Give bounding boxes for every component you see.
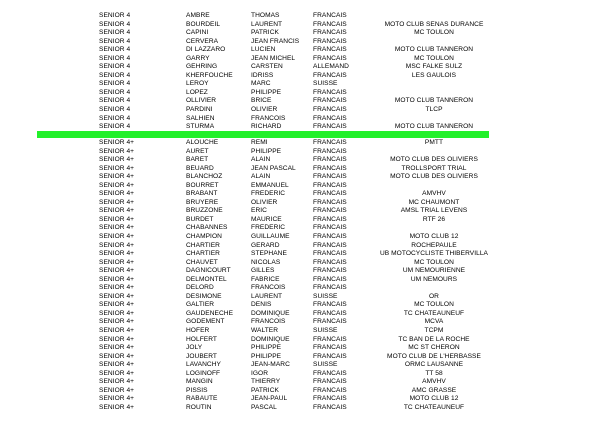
club-cell: AMVHV (422, 190, 446, 198)
first-name-cell: JEAN-MARC (251, 361, 290, 369)
table-row (0, 233, 600, 242)
table-row (0, 89, 600, 98)
last-name-cell: DELORD (186, 284, 214, 292)
nationality-cell: FRANCAIS (313, 301, 347, 309)
first-name-cell: STEPHANE (251, 250, 287, 258)
nationality-cell: FRANCAIS (313, 147, 347, 155)
table-row (0, 29, 600, 38)
table-row (0, 242, 600, 251)
last-name-cell: GARRY (186, 54, 210, 62)
green-separator-bar (37, 131, 489, 138)
last-name-cell: BRUYERE (186, 198, 219, 206)
last-name-cell: PISSIS (186, 386, 208, 394)
nationality-cell: FRANCAIS (313, 352, 347, 360)
last-name-cell: BOURDEIL (186, 20, 221, 28)
first-name-cell: BRICE (251, 97, 272, 105)
nationality-cell: SUISSE (313, 80, 338, 88)
club-cell: TC CHATEAUNEUF (403, 309, 465, 317)
table-row (0, 344, 600, 353)
nationality-cell: FRANCAIS (313, 395, 347, 403)
last-name-cell: CHARTIER (186, 250, 220, 258)
category-cell: SENIOR 4+ (99, 156, 135, 164)
nationality-cell: FRANCAIS (313, 12, 347, 19)
category-cell: SENIOR 4+ (99, 173, 135, 181)
nationality-cell: FRANCAIS (313, 224, 347, 232)
last-name-cell: GAUDENECHE (186, 309, 234, 317)
last-name-cell: BURDET (186, 215, 214, 223)
table-row (0, 293, 600, 302)
first-name-cell: JEAN FRANCIS (251, 37, 300, 45)
first-name-cell: IDRISS (251, 71, 274, 79)
club-cell: OR (429, 292, 439, 300)
last-name-cell: LOPEZ (186, 88, 208, 96)
club-cell: MC TOULON (414, 54, 454, 62)
first-name-cell: OLIVIER (251, 198, 278, 206)
first-name-cell: ALAIN (251, 156, 271, 164)
table-row (0, 250, 600, 259)
table-row (0, 267, 600, 276)
nationality-cell: FRANCAIS (313, 318, 347, 326)
club-cell: AMVHV (422, 378, 446, 386)
nationality-cell: FRANCAIS (313, 267, 347, 275)
nationality-cell: FRANCAIS (313, 284, 347, 292)
nationality-cell: FRANCAIS (313, 20, 347, 28)
category-cell: SENIOR 4 (99, 114, 131, 122)
first-name-cell: JEAN-PAUL (251, 395, 288, 403)
category-cell: SENIOR 4+ (99, 352, 135, 360)
nationality-cell: FRANCAIS (313, 181, 347, 189)
category-cell: SENIOR 4 (99, 123, 131, 131)
table-row (0, 97, 600, 106)
last-name-cell: ROUTIN (186, 403, 212, 411)
table-row (0, 301, 600, 310)
club-cell: MSC FALKE SULZ (405, 63, 463, 71)
category-cell: SENIOR 4+ (99, 361, 135, 369)
last-name-cell: LAVANCHY (186, 361, 221, 369)
club-cell: MCVA (424, 318, 444, 326)
table-row (0, 216, 600, 225)
nationality-cell: FRANCAIS (313, 164, 347, 172)
table-row (0, 72, 600, 81)
category-cell: SENIOR 4 (99, 71, 131, 79)
first-name-cell: FABRICE (251, 275, 280, 283)
nationality-cell: FRANCAIS (313, 207, 347, 215)
last-name-cell: GEHRING (186, 63, 218, 71)
nationality-cell: SUISSE (313, 327, 338, 335)
first-name-cell: MARC (251, 80, 271, 88)
last-name-cell: ALOUCHE (186, 139, 219, 146)
category-cell: SENIOR 4 (99, 63, 131, 71)
club-cell: MOTO CLUB 12 (409, 395, 459, 403)
category-cell: SENIOR 4+ (99, 207, 135, 215)
first-name-cell: PASCAL (251, 403, 277, 411)
club-cell: TC BAN DE LA ROCHE (398, 335, 470, 343)
table-row (0, 284, 600, 293)
first-name-cell: GUILLAUME (251, 233, 290, 241)
club-cell: PMTT (424, 139, 444, 146)
nationality-cell: FRANCAIS (313, 37, 347, 45)
nationality-cell: FRANCAIS (313, 139, 347, 146)
table-row (0, 12, 600, 21)
category-cell: SENIOR 4+ (99, 241, 135, 249)
club-cell: MOTO CLUB DE L'HERBASSE (387, 352, 481, 360)
last-name-cell: AURET (186, 147, 209, 155)
table-row (0, 21, 600, 30)
category-cell: SENIOR 4 (99, 12, 131, 19)
table-row (0, 38, 600, 47)
nationality-cell: FRANCAIS (313, 88, 347, 96)
last-name-cell: CHAMPION (186, 233, 222, 241)
last-name-cell: GALTIER (186, 301, 215, 309)
first-name-cell: MAURICE (251, 215, 282, 223)
last-name-cell: BLANCHOZ (186, 173, 223, 181)
category-cell: SENIOR 4+ (99, 369, 135, 377)
nationality-cell: FRANCAIS (313, 344, 347, 352)
nationality-cell: FRANCAIS (313, 156, 347, 164)
nationality-cell: FRANCAIS (313, 275, 347, 283)
table-row (0, 106, 600, 115)
category-cell: SENIOR 4+ (99, 318, 135, 326)
nationality-cell: FRANCAIS (313, 403, 347, 411)
first-name-cell: FRANCOIS (251, 114, 286, 122)
first-name-cell: LUCIEN (251, 46, 276, 54)
last-name-cell: RABAUTE (186, 395, 218, 403)
first-name-cell: PATRICK (251, 386, 279, 394)
table-row (0, 395, 600, 404)
category-cell: SENIOR 4+ (99, 403, 135, 411)
last-name-cell: BARET (186, 156, 209, 164)
club-cell: MOTO CLUB 12 (409, 233, 459, 241)
club-cell: TC CHATEAUNEUF (403, 403, 465, 411)
first-name-cell: REMI (251, 139, 268, 146)
last-name-cell: CERVERA (186, 37, 219, 45)
category-cell: SENIOR 4+ (99, 250, 135, 258)
club-cell: MOTO CLUB TANNERON (394, 97, 474, 105)
last-name-cell: HOLFERT (186, 335, 218, 343)
table-row (0, 165, 600, 174)
nationality-cell: FRANCAIS (313, 46, 347, 54)
first-name-cell: FRANCOIS (251, 318, 286, 326)
first-name-cell: FRANCOIS (251, 284, 286, 292)
category-cell: SENIOR 4 (99, 106, 131, 114)
club-cell: RTF 26 (422, 215, 446, 223)
last-name-cell: AMBRE (186, 12, 210, 19)
club-cell: UB MOTOCYCLISTE THIBERVILLA (380, 250, 488, 258)
category-cell: SENIOR 4+ (99, 258, 135, 266)
category-cell: SENIOR 4+ (99, 215, 135, 223)
nationality-cell: FRANCAIS (313, 335, 347, 343)
club-cell: MC TOULON (414, 29, 454, 37)
category-cell: SENIOR 4+ (99, 190, 135, 198)
category-cell: SENIOR 4+ (99, 139, 135, 146)
table-row (0, 46, 600, 55)
club-cell: AMC GRASSE (411, 386, 457, 394)
category-cell: SENIOR 4+ (99, 335, 135, 343)
nationality-cell: FRANCAIS (313, 215, 347, 223)
club-cell: AMSL TRIAL LEVENS (400, 207, 468, 215)
table-row (0, 336, 600, 345)
first-name-cell: RICHARD (251, 123, 282, 131)
first-name-cell: JEAN MICHEL (251, 54, 296, 62)
first-name-cell: LAURENT (251, 292, 283, 300)
nationality-cell: FRANCAIS (313, 54, 347, 62)
nationality-cell: FRANCAIS (313, 190, 347, 198)
club-cell: TROLLSPORT TRIAL (401, 164, 467, 172)
nationality-cell: FRANCAIS (313, 71, 347, 79)
first-name-cell: ALAIN (251, 173, 271, 181)
nationality-cell: FRANCAIS (313, 106, 347, 114)
nationality-cell: FRANCAIS (313, 309, 347, 317)
nationality-cell: SUISSE (313, 292, 338, 300)
category-cell: SENIOR 4 (99, 20, 131, 28)
category-cell: SENIOR 4+ (99, 344, 135, 352)
first-name-cell: ERIC (251, 207, 267, 215)
category-cell: SENIOR 4+ (99, 309, 135, 317)
senior-4-plus-table (0, 139, 600, 413)
nationality-cell: FRANCAIS (313, 258, 347, 266)
nationality-cell: FRANCAIS (313, 97, 347, 105)
club-cell: TT 58 (425, 369, 443, 377)
table-row (0, 353, 600, 362)
table-row (0, 55, 600, 64)
club-cell: MOTO CLUB TANNERON (394, 46, 474, 54)
table-row (0, 80, 600, 89)
category-cell: SENIOR 4 (99, 97, 131, 105)
table-row (0, 190, 600, 199)
last-name-cell: CHARTIER (186, 241, 220, 249)
first-name-cell: PHILIPPE (251, 147, 282, 155)
last-name-cell: PARDINI (186, 106, 213, 114)
first-name-cell: GILLES (251, 267, 275, 275)
last-name-cell: CHAUVET (186, 258, 218, 266)
first-name-cell: PATRICK (251, 29, 279, 37)
last-name-cell: LOGINOFF (186, 369, 221, 377)
last-name-cell: STURMA (186, 123, 215, 131)
club-cell: UM NEMOURS (410, 275, 458, 283)
club-cell: ORMC LAUSANNE (404, 361, 464, 369)
last-name-cell: JOUBERT (186, 352, 218, 360)
club-cell: MC ST CHERON (408, 344, 460, 352)
club-cell: MOTO CLUB DES OLIVIERS (390, 173, 478, 181)
category-cell: SENIOR 4+ (99, 284, 135, 292)
category-cell: SENIOR 4+ (99, 395, 135, 403)
table-row (0, 370, 600, 379)
last-name-cell: DESIMONE (186, 292, 222, 300)
club-cell: MOTO CLUB SENAS DURANCE (384, 20, 484, 28)
club-cell: MC TOULON (414, 301, 454, 309)
first-name-cell: FREDERIC (251, 224, 286, 232)
last-name-cell: BOURRET (186, 181, 219, 189)
table-row (0, 207, 600, 216)
first-name-cell: NICOLAS (251, 258, 281, 266)
first-name-cell: JEAN PASCAL (251, 164, 296, 172)
table-row (0, 173, 600, 182)
senior-4-table (0, 12, 600, 132)
last-name-cell: JOLY (186, 344, 203, 352)
first-name-cell: OLIVIER (251, 106, 278, 114)
nationality-cell: SUISSE (313, 361, 338, 369)
table-row (0, 115, 600, 124)
table-row (0, 148, 600, 157)
first-name-cell: THIERRY (251, 378, 281, 386)
table-row (0, 387, 600, 396)
table-row (0, 156, 600, 165)
category-cell: SENIOR 4 (99, 46, 131, 54)
nationality-cell: FRANCAIS (313, 29, 347, 37)
last-name-cell: DAGNICOURT (186, 267, 231, 275)
category-cell: SENIOR 4 (99, 29, 131, 37)
first-name-cell: EMMANUEL (251, 181, 289, 189)
category-cell: SENIOR 4+ (99, 327, 135, 335)
nationality-cell: FRANCAIS (313, 114, 347, 122)
club-cell: ROCHEPAULE (411, 241, 457, 249)
last-name-cell: OLLIVIER (186, 97, 217, 105)
nationality-cell: FRANCAIS (313, 369, 347, 377)
first-name-cell: THOMAS (251, 12, 280, 19)
category-cell: SENIOR 4+ (99, 198, 135, 206)
last-name-cell: DELMONTEL (186, 275, 227, 283)
club-cell: TLCP (425, 106, 443, 114)
last-name-cell: LEROY (186, 80, 209, 88)
first-name-cell: CARSTEN (251, 63, 283, 71)
category-cell: SENIOR 4 (99, 80, 131, 88)
last-name-cell: HOFER (186, 327, 210, 335)
table-row (0, 224, 600, 233)
table-row (0, 310, 600, 319)
nationality-cell: FRANCAIS (313, 233, 347, 241)
club-cell: UM NEMOURIENNE (402, 267, 466, 275)
last-name-cell: BEUARD (186, 164, 214, 172)
category-cell: SENIOR 4+ (99, 224, 135, 232)
category-cell: SENIOR 4+ (99, 301, 135, 309)
nationality-cell: FRANCAIS (313, 241, 347, 249)
table-row (0, 318, 600, 327)
table-row (0, 63, 600, 72)
category-cell: SENIOR 4+ (99, 292, 135, 300)
nationality-cell: FRANCAIS (313, 378, 347, 386)
club-cell: MOTO CLUB TANNERON (394, 123, 474, 131)
first-name-cell: LAURENT (251, 20, 283, 28)
club-cell: MC TOULON (414, 258, 454, 266)
last-name-cell: CAPINI (186, 29, 209, 37)
category-cell: SENIOR 4+ (99, 378, 135, 386)
last-name-cell: SALHIEN (186, 114, 215, 122)
category-cell: SENIOR 4+ (99, 275, 135, 283)
last-name-cell: BRUZZONE (186, 207, 223, 215)
first-name-cell: PHILIPPE (251, 88, 282, 96)
category-cell: SENIOR 4+ (99, 386, 135, 394)
club-cell: MOTO CLUB DES OLIVIERS (390, 156, 478, 164)
first-name-cell: DOMINIQUE (251, 335, 290, 343)
table-row (0, 139, 600, 148)
table-row (0, 361, 600, 370)
nationality-cell: FRANCAIS (313, 250, 347, 258)
table-row (0, 378, 600, 387)
first-name-cell: FREDERIC (251, 190, 286, 198)
nationality-cell: FRANCAIS (313, 386, 347, 394)
table-row (0, 276, 600, 285)
table-row (0, 182, 600, 191)
first-name-cell: WALTER (251, 327, 279, 335)
table-row (0, 327, 600, 336)
last-name-cell: BRABANT (186, 190, 218, 198)
first-name-cell: DENIS (251, 301, 272, 309)
category-cell: SENIOR 4 (99, 88, 131, 96)
category-cell: SENIOR 4+ (99, 267, 135, 275)
category-cell: SENIOR 4 (99, 37, 131, 45)
category-cell: SENIOR 4 (99, 54, 131, 62)
last-name-cell: GODEMENT (186, 318, 225, 326)
club-cell: MC CHAUMONT (408, 198, 460, 206)
category-cell: SENIOR 4+ (99, 164, 135, 172)
nationality-cell: FRANCAIS (313, 173, 347, 181)
first-name-cell: GERARD (251, 241, 280, 249)
nationality-cell: FRANCAIS (313, 123, 347, 131)
nationality-cell: ALLEMAND (313, 63, 349, 71)
club-cell: TCPM (424, 327, 444, 335)
last-name-cell: MANGIN (186, 378, 213, 386)
nationality-cell: FRANCAIS (313, 198, 347, 206)
first-name-cell: PHILIPPE (251, 344, 282, 352)
category-cell: SENIOR 4+ (99, 233, 135, 241)
last-name-cell: KHERFOUCHE (186, 71, 233, 79)
last-name-cell: CHABANNES (186, 224, 228, 232)
first-name-cell: IGOR (251, 369, 269, 377)
last-name-cell: DI LAZZARO (186, 46, 226, 54)
first-name-cell: PHILIPPE (251, 352, 282, 360)
first-name-cell: DOMINIQUE (251, 309, 290, 317)
category-cell: SENIOR 4+ (99, 147, 135, 155)
category-cell: SENIOR 4+ (99, 181, 135, 189)
table-row (0, 259, 600, 268)
club-cell: LES GAULOIS (411, 71, 457, 79)
table-row (0, 404, 600, 413)
table-row (0, 199, 600, 208)
